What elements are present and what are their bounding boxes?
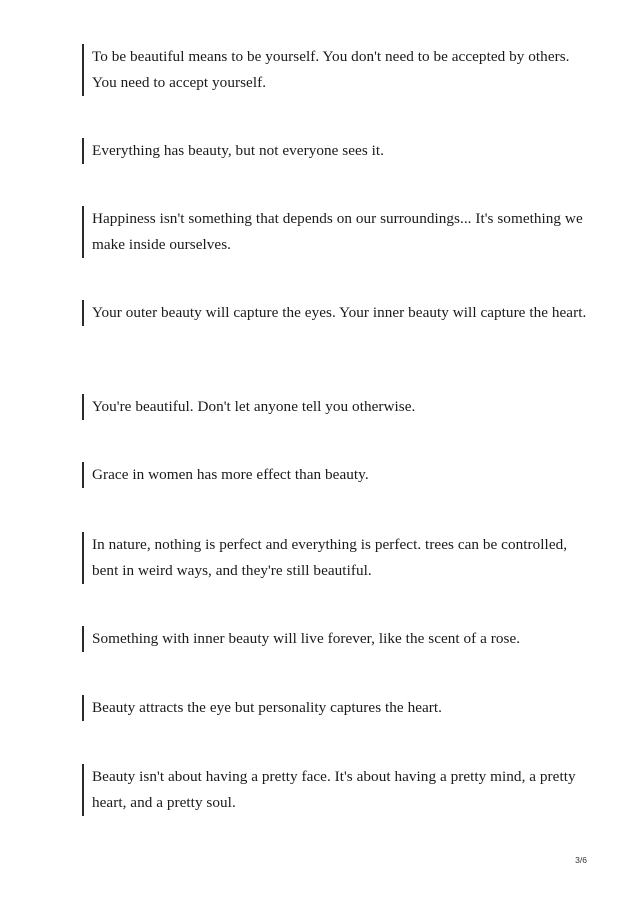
quote-block [82, 44, 592, 96]
quote-text: Something with inner beauty will live forever, like the scent of a rose. [92, 630, 521, 647]
quote-block [82, 462, 592, 488]
quote-block [82, 626, 592, 652]
quote-block [82, 138, 592, 164]
quote-text: Beauty attracts the eye but personality captures the heart. [92, 699, 443, 716]
quote-block [82, 695, 592, 721]
quote-text: Happiness isn't something that depends on our surroundings... It's something we make inside ourselves. [92, 210, 583, 253]
quote-block [82, 764, 592, 816]
quote-block [82, 532, 592, 584]
quote-text: Your outer beauty will capture the eyes. Your inner beauty will capture the heart. [92, 304, 587, 321]
quote-block [82, 394, 592, 420]
quote-text: In nature, nothing is perfect and everything is perfect. trees can be controlled, bent in weird ways, and they're still beautiful. [92, 536, 568, 579]
quote-text: To be beautiful means to be yourself. You don't need to be accepted by others. You need to accept yourself. [92, 48, 570, 91]
quote-block [82, 206, 592, 258]
quote-block [82, 300, 592, 326]
quote-text: Grace in women has more effect than beauty. [92, 466, 369, 483]
page-number: 3/6 [575, 855, 587, 865]
quote-text: You're beautiful. Don't let anyone tell you otherwise. [92, 398, 416, 415]
quote-text: Everything has beauty, but not everyone sees it. [92, 142, 385, 159]
quote-text: Beauty isn't about having a pretty face. It's about having a pretty mind, a pretty heart, and a pretty soul. [92, 768, 576, 811]
